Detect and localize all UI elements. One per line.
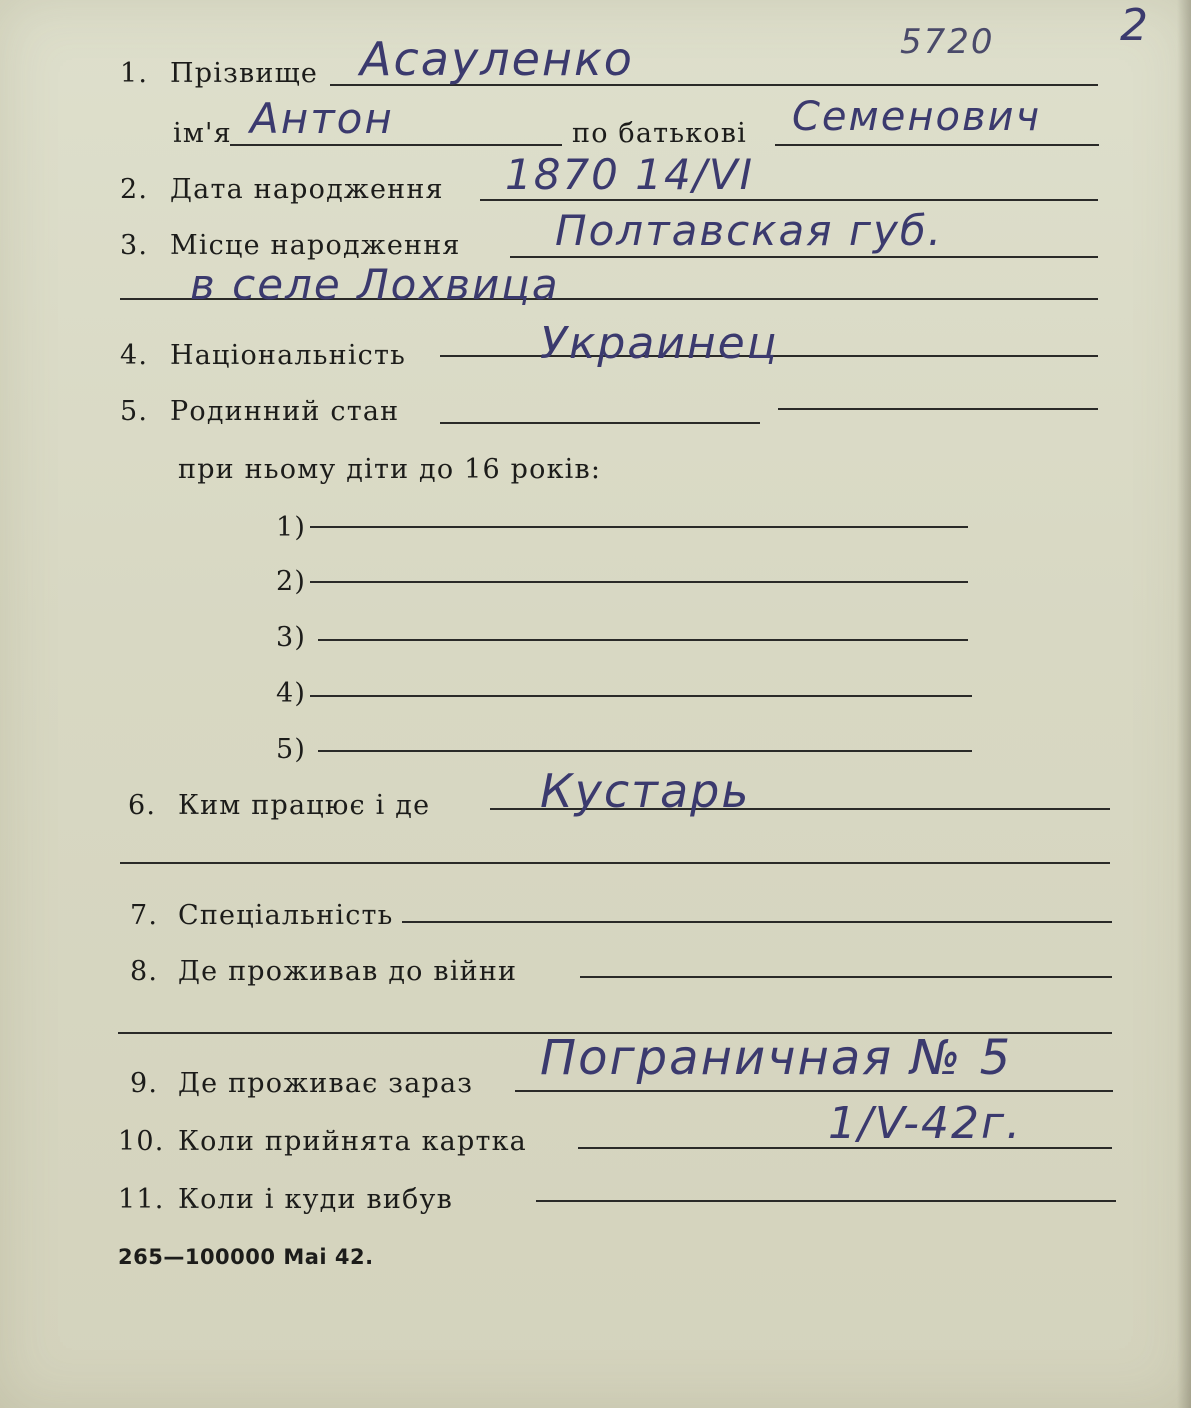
specialty-line bbox=[402, 921, 1112, 923]
child-4-line bbox=[310, 695, 972, 697]
birth-place-label: Місце народження bbox=[170, 230, 461, 261]
first-name-line bbox=[230, 144, 562, 146]
first-name-value: Антон bbox=[250, 94, 394, 143]
occupation-label: Ким працює і де bbox=[178, 790, 431, 821]
patronymic-line bbox=[775, 144, 1099, 146]
children-label: при ньому діти до 16 років: bbox=[178, 454, 602, 485]
family-status-line-b bbox=[778, 408, 1098, 410]
corner-mark: 2 bbox=[1120, 0, 1150, 51]
prewar-address-label: Де проживав до війни bbox=[178, 956, 518, 987]
child-2-line bbox=[310, 581, 968, 583]
item-1-number: 1. bbox=[120, 58, 149, 89]
birth-place-line-1 bbox=[510, 256, 1098, 258]
patronymic-label: по батькові bbox=[572, 118, 747, 149]
item-9-number: 9. bbox=[130, 1068, 159, 1099]
occupation-line-2 bbox=[120, 862, 1110, 864]
item-11-number: 11. bbox=[118, 1184, 165, 1215]
current-address-value: Пограничная № 5 bbox=[540, 1030, 1013, 1086]
child-3-number: 3) bbox=[276, 622, 307, 653]
item-3-number: 3. bbox=[120, 230, 149, 261]
surname-label: Прізвище bbox=[170, 58, 319, 89]
file-number: 5720 bbox=[900, 22, 995, 62]
item-5-number: 5. bbox=[120, 396, 149, 427]
child-2-number: 2) bbox=[276, 566, 307, 597]
departure-line bbox=[536, 1200, 1116, 1202]
birth-place-value-2: в селе Лохвица bbox=[190, 260, 560, 309]
birth-place-value-1: Полтавская губ. bbox=[555, 206, 944, 255]
item-7-number: 7. bbox=[130, 900, 159, 931]
item-4-number: 4. bbox=[120, 340, 149, 371]
nationality-label: Національність bbox=[170, 340, 407, 371]
print-code: 265—100000 Mai 42. bbox=[118, 1245, 374, 1269]
birth-date-label: Дата народження bbox=[170, 174, 444, 205]
occupation-value: Кустарь bbox=[540, 764, 751, 818]
patronymic-value: Семенович bbox=[792, 94, 1042, 140]
paper-edge-shadow bbox=[1177, 0, 1191, 1408]
specialty-label: Спеціальність bbox=[178, 900, 394, 931]
prewar-address-line-1 bbox=[580, 976, 1112, 978]
item-10-number: 10. bbox=[118, 1126, 165, 1157]
child-4-number: 4) bbox=[276, 678, 307, 709]
family-status-label: Родинний стан bbox=[170, 396, 400, 427]
first-name-label: ім'я bbox=[173, 118, 232, 149]
item-6-number: 6. bbox=[128, 790, 157, 821]
child-1-number: 1) bbox=[276, 512, 307, 543]
item-2-number: 2. bbox=[120, 174, 149, 205]
birth-date-value: 1870 14/VI bbox=[505, 150, 754, 199]
child-1-line bbox=[310, 526, 968, 528]
card-accepted-label: Коли прийнята картка bbox=[178, 1126, 527, 1157]
current-address-line bbox=[515, 1090, 1113, 1092]
child-5-line bbox=[318, 750, 972, 752]
child-5-number: 5) bbox=[276, 734, 307, 765]
child-3-line bbox=[318, 639, 968, 641]
nationality-value: Украинец bbox=[540, 318, 779, 369]
family-status-line-a bbox=[440, 422, 760, 424]
departure-label: Коли і куди вибув bbox=[178, 1184, 454, 1215]
item-8-number: 8. bbox=[130, 956, 159, 987]
current-address-label: Де проживає зараз bbox=[178, 1068, 474, 1099]
birth-date-line bbox=[480, 199, 1098, 201]
card-accepted-value: 1/V-42г. bbox=[828, 1098, 1023, 1149]
surname-value: Асауленко bbox=[360, 32, 634, 86]
